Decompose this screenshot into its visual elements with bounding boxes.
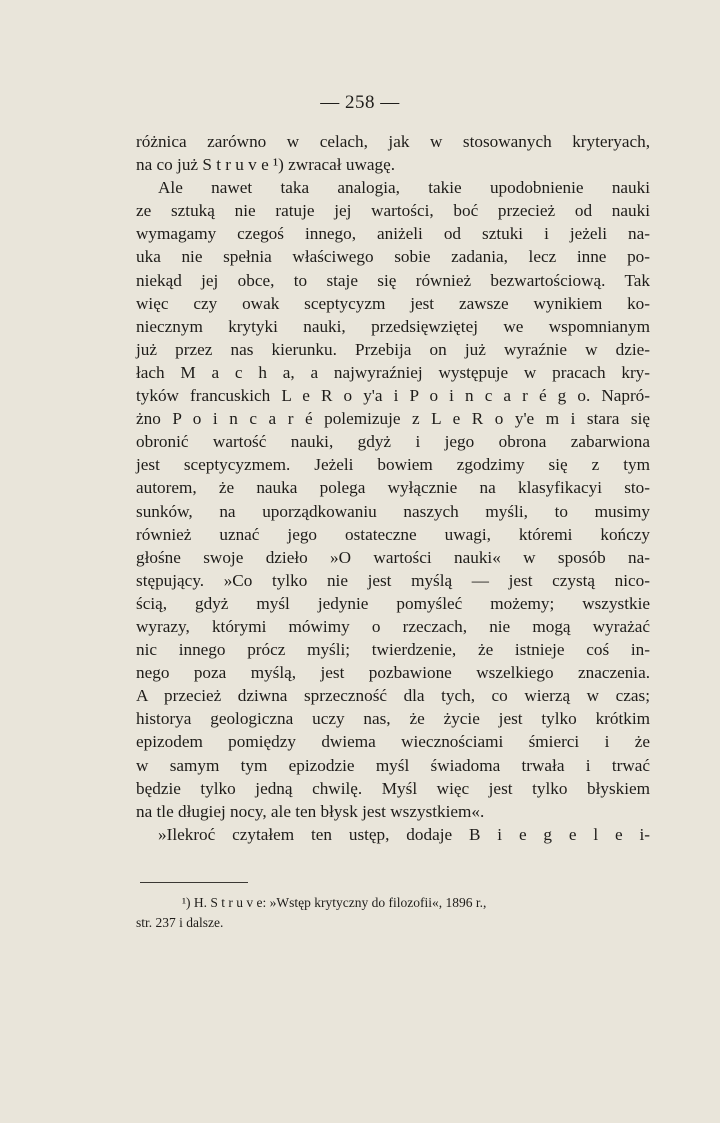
text-line: uka nie spełnia właściwego sobie zadania, lecz inne po- — [136, 247, 650, 267]
text-line: więc czy owak sceptycyzm jest zawsze wynikiem ko- — [136, 293, 650, 313]
text-line: żno P o i n c a r é polemizuje z L e R o y'e m i stara się — [136, 409, 650, 429]
text-line: na co już S t r u v e ¹) zwracał uwagę. — [136, 155, 396, 175]
text-line: niecznym krytyki nauki, przedsięwziętej we wspomnianym — [136, 316, 650, 336]
text-line: »Ilekroć czytałem ten ustęp, dodaje B i e g e l e i- — [158, 824, 650, 844]
text-line: będzie tylko jedną chwilę. Myśl więc jest tylko błyskiem — [136, 778, 650, 798]
text-line: wymagamy czegoś innego, aniżeli od sztuki i jeżeli na- — [136, 224, 650, 244]
text-line: niekąd jej obce, to staje się również bezwartościową. Tak — [136, 270, 650, 290]
footnote-line: ¹) H. S t r u v e: »Wstęp krytyczny do filozofii«, 1896 r., — [182, 895, 487, 910]
text-line: A przecież dziwna sprzeczność dla tych, co wierzą w czas; — [136, 686, 650, 706]
text-line: tyków francuskich L e R o y'a i P o i n c a r é g o. Napró- — [136, 386, 650, 406]
text-line: wyrazy, którymi mówimy o rzeczach, nie mogą wyrażać — [136, 616, 650, 636]
text-line: sunków, na uporządkowaniu naszych myśli, to musimy — [136, 501, 650, 521]
text-line: jest sceptycyzmem. Jeżeli bowiem zgodzimy się z tym — [136, 455, 650, 475]
text-line: stępujący. »Co tylko nie jest myślą — jest czystą nico- — [136, 570, 650, 590]
page-number: — 258 — — [320, 92, 400, 113]
text-line: obronić wartość nauki, gdyż i jego obrona zabarwiona — [136, 432, 650, 452]
footnote — [136, 893, 650, 933]
text-line: w samym tym epizodzie myśl świadoma trwała i trwać — [136, 755, 650, 775]
text-line: już przez nas kierunku. Przebija on już wyraźnie w dzie- — [136, 339, 650, 359]
text-line: nic innego prócz myśli; twierdzenie, że istnieje coś in- — [136, 640, 650, 660]
main-text — [136, 130, 650, 846]
text-line: łach M a c h a, a najwyraźniej występuje w pracach kry- — [136, 362, 650, 382]
text-line: różnica zarówno w celach, jak w stosowanych kryteryach, — [136, 132, 650, 151]
text-line: nego poza myślą, jest pozbawione wszelkiego znaczenia. — [136, 663, 650, 683]
text-line: ścią, gdyż myśl jedynie pomyśleć możemy; wszystkie — [136, 593, 650, 613]
text-line: na tle długiej nocy, ale ten błysk jest wszystkiem«. — [136, 801, 485, 821]
footnote-divider — [140, 882, 248, 883]
text-line: epizodem pomiędzy dwiema wiecznościami śmierci i że — [136, 732, 650, 752]
text-line: autorem, że nauka polega wyłącznie na klasyfikacyi sto- — [136, 478, 650, 498]
footnote-line: str. 237 i dalsze. — [136, 915, 224, 930]
text-line: również uznać jego ostateczne uwagi, któremi kończy — [136, 524, 650, 544]
text-line: Ale nawet taka analogia, takie upodobnienie nauki — [158, 178, 650, 198]
text-line: ze sztuką nie ratuje jej wartości, boć przecież od nauki — [136, 201, 650, 221]
text-line: historya geologiczna uczy nas, że życie jest tylko krótkim — [136, 709, 650, 729]
text-line: głośne swoje dzieło »O wartości nauki« w sposób na- — [136, 547, 650, 567]
